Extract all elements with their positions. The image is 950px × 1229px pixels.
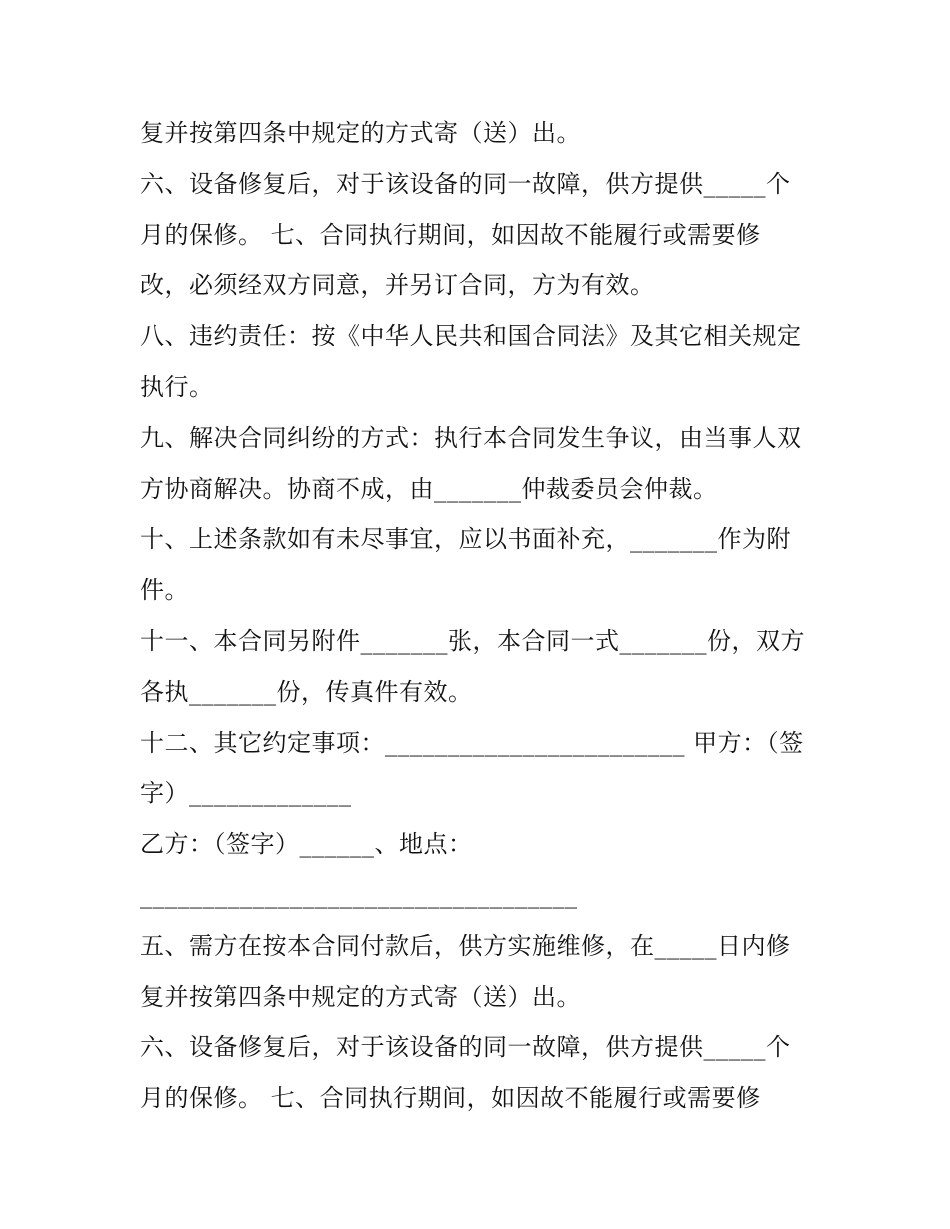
text-line: 五、需方在按本合同付款后，供方实施维修，在_____日内修	[140, 931, 791, 960]
text-line: 复并按第四条中规定的方式寄（送）出。	[140, 982, 581, 1011]
text-line: 六、设备修复后，对于该设备的同一故障，供方提供_____个	[140, 1033, 791, 1062]
text-line: 乙方：（签字）______、地点：	[140, 830, 473, 859]
text-line: 月的保修。 七、合同执行期间，如因故不能履行或需要修	[140, 1084, 761, 1113]
text-line: ___________________________________	[140, 880, 578, 909]
text-line: 六、设备修复后，对于该设备的同一故障，供方提供_____个	[140, 169, 791, 198]
text-line: 十、上述条款如有未尽事宜，应以书面补充，_______作为附	[140, 525, 791, 554]
text-line: 方协商解决。协商不成，由_______仲裁委员会仲裁。	[140, 474, 718, 503]
text-line: 八、违约责任：按《中华人民共和国合同法》及其它相关规定	[140, 322, 802, 351]
text-line: 十一、本合同另附件_______张，本合同一式_______份，双方	[140, 626, 805, 655]
text-line: 改，必须经双方同意，并另订合同，方为有效。	[140, 271, 655, 300]
text-line: 执行。	[140, 372, 214, 401]
text-line: 各执_______份，传真件有效。	[140, 677, 473, 706]
text-line: 字）_____________	[140, 779, 352, 808]
text-line: 复并按第四条中规定的方式寄（送）出。	[140, 119, 581, 147]
text-line: 月的保修。 七、合同执行期间，如因故不能履行或需要修	[140, 220, 761, 249]
document-body	[140, 108, 830, 1124]
text-line: 九、解决合同纠纷的方式：执行本合同发生争议，由当事人双	[140, 423, 802, 452]
text-line: 件。	[140, 576, 189, 605]
text-line: 十二、其它约定事项：________________________ 甲方：（签	[140, 728, 804, 757]
